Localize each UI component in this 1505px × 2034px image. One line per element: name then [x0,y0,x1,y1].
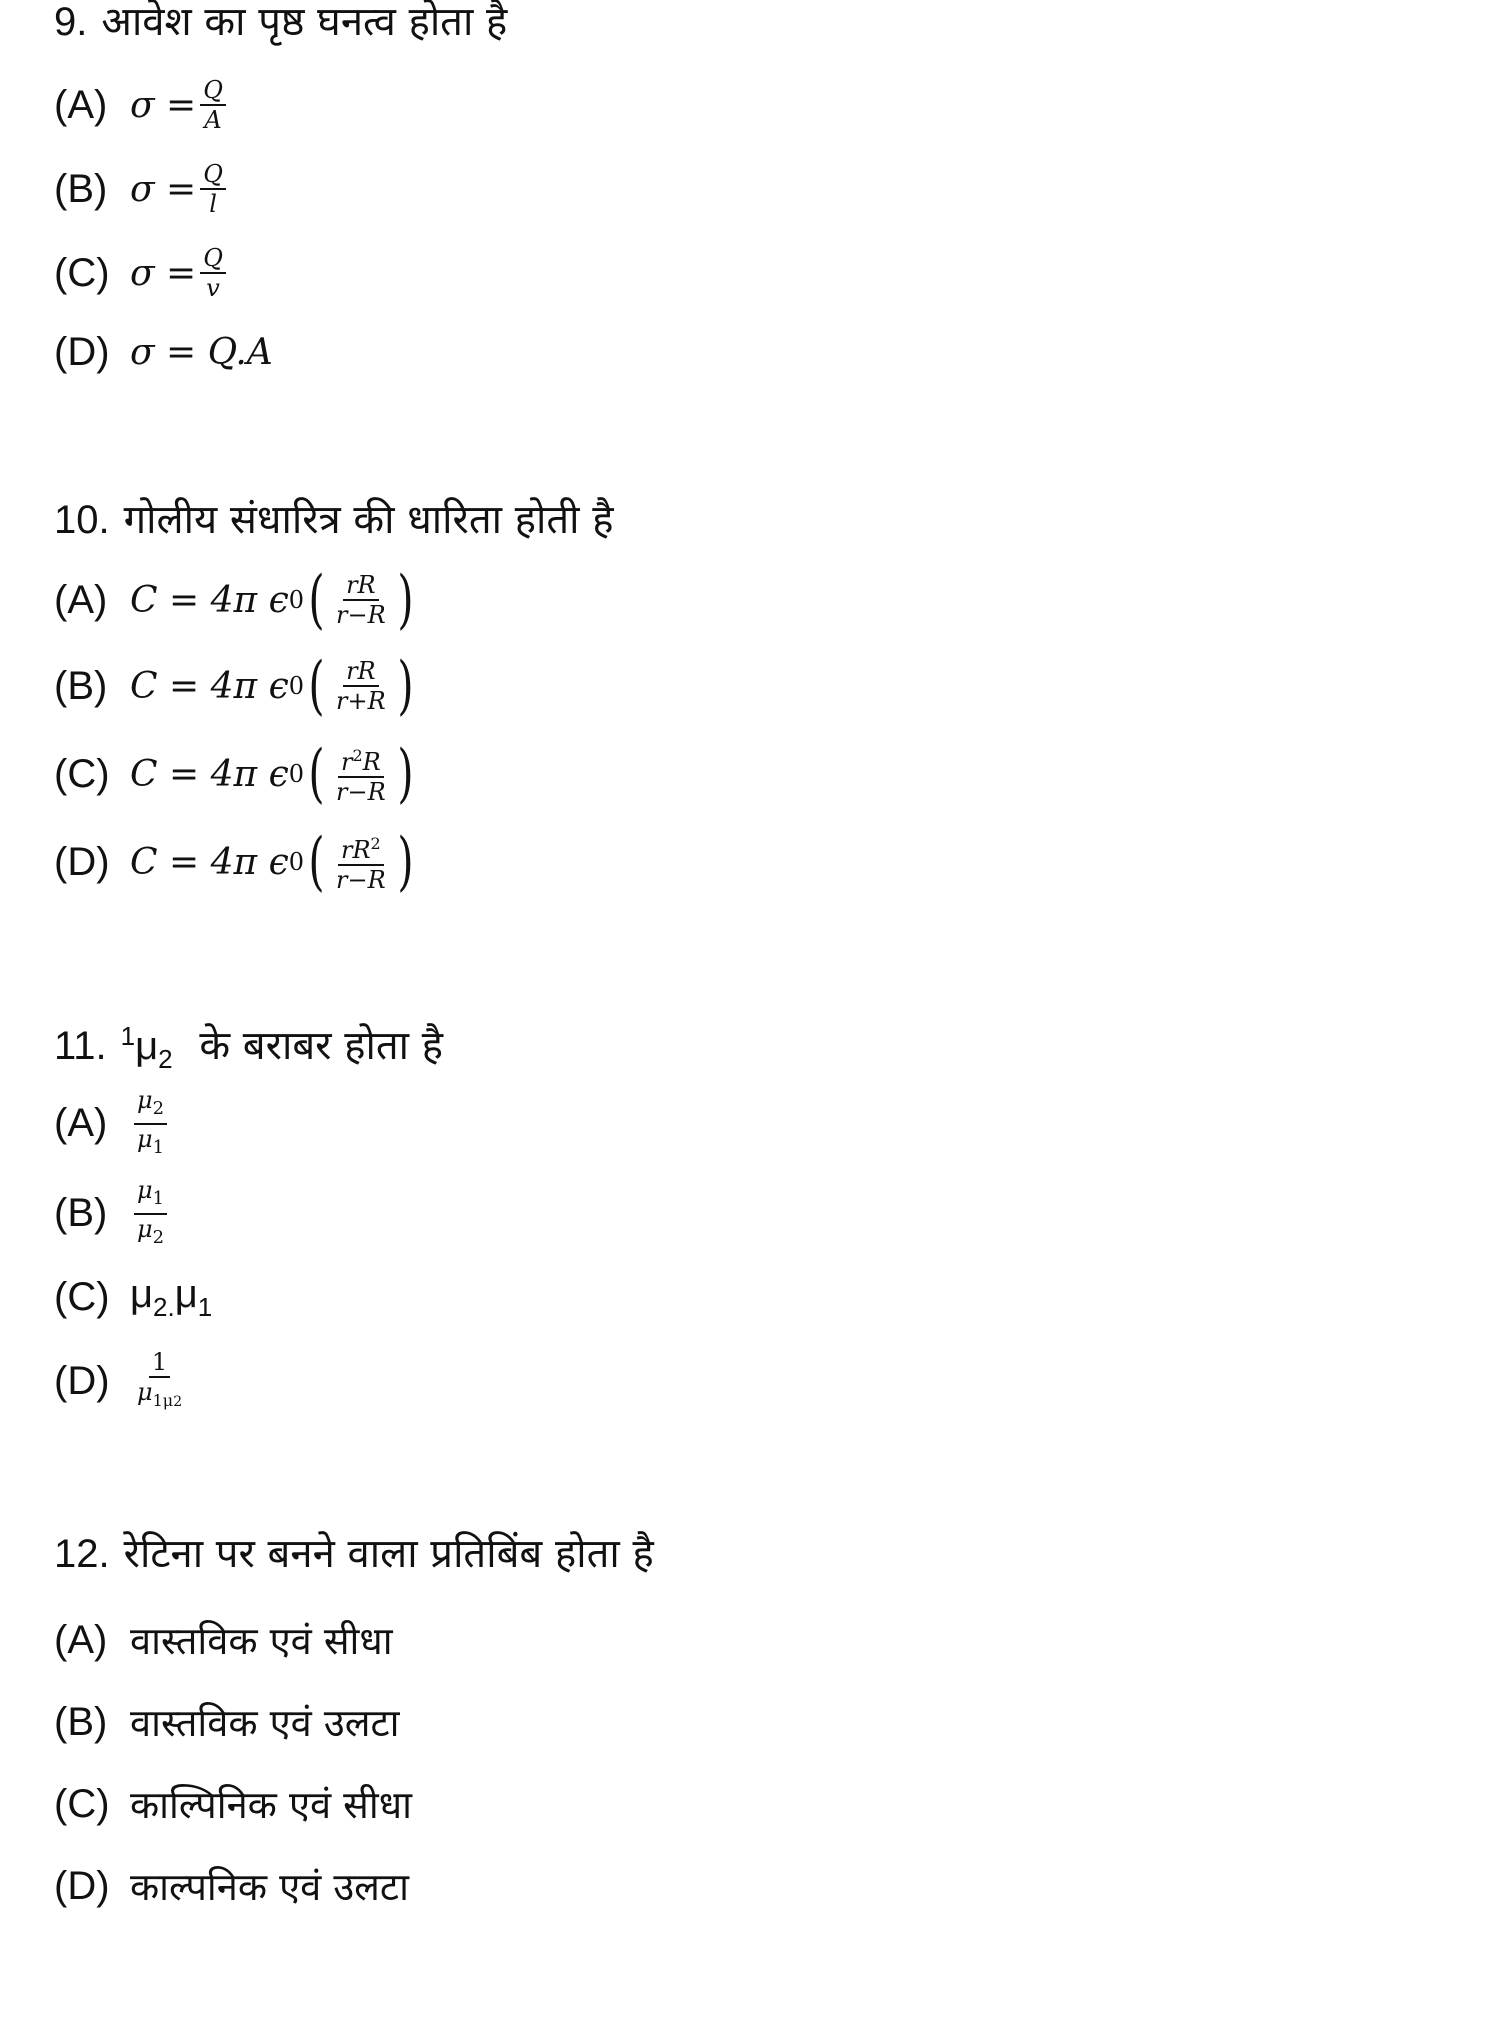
fraction [200,76,226,134]
left-paren: ( [308,649,325,723]
option-c[interactable] [54,737,418,811]
option-label: (D) [54,1359,110,1404]
formula-lhs: C = 4π ϵ [130,753,289,795]
option-label: (A) [54,1101,108,1146]
option-label: (D) [54,1863,110,1908]
option-formula [130,244,230,302]
mu-symbol: μ [162,1390,174,1410]
fraction-numerator: Q [200,76,226,106]
question-number: 12. [54,1532,110,1576]
formula-lhs: C = 4π ϵ [130,841,289,883]
option-formula [130,160,230,218]
fraction-denominator: A [204,106,222,134]
formula-subscript: 0 [288,672,305,700]
formula-lhs: σ = [130,252,197,294]
option-formula [130,737,418,811]
option-formula [130,1086,171,1162]
option-label: (B) [54,663,108,708]
fraction-denominator: r−R [336,778,386,806]
fraction [333,742,389,806]
fraction-denominator: r−R [336,601,386,629]
formula-lhs: σ = [130,168,197,210]
option-formula [130,1272,212,1323]
option-label: (A) [54,1617,108,1662]
question-text: आवेश का पृष्ठ घनत्व होता है [101,0,508,45]
option-d[interactable] [54,1860,409,1912]
fraction [333,830,389,894]
mu-subscript: 2 [152,1226,165,1248]
question-number: 9. [54,0,88,44]
fraction-denominator [134,1125,167,1162]
option-formula [130,563,418,637]
question-10 [54,497,1354,899]
stem-superscript: 1 [120,1021,136,1051]
fraction [134,1086,167,1162]
fraction-numerator: Q [200,160,226,190]
mu-subscript: 1 [197,1292,213,1322]
option-a[interactable] [54,1614,393,1666]
right-paren: ) [397,825,414,899]
option-formula [130,825,418,899]
formula-lhs: C = 4π ϵ [130,665,289,707]
formula-lhs: C = 4π ϵ [130,579,289,621]
option-label: (B) [54,166,108,211]
fraction [333,657,389,715]
question-9 [54,0,1354,374]
right-paren: ) [397,737,414,811]
fraction-denominator: l [209,190,217,218]
option-text: वास्तविक एवं सीधा [130,1619,393,1663]
fraction [333,571,389,629]
question-11 [54,1014,1354,1410]
fraction-denominator [134,1215,167,1252]
numerator-tail: R [362,748,381,776]
option-d[interactable] [54,1348,189,1416]
left-paren: ( [308,563,325,637]
question-stem [54,498,1354,542]
formula-subscript: 0 [288,760,305,788]
question-stem [54,0,1354,44]
option-formula [130,1348,189,1416]
mu-symbol: μ [135,1024,159,1069]
question-number: 11. [54,1024,107,1069]
option-text: काल्पनिक एवं उलटा [130,1865,409,1909]
option-text: काल्पिनिक एवं सीधा [130,1783,412,1827]
mu-subscript: 2 [158,1044,173,1075]
mu-symbol: μ [137,1378,153,1406]
fraction [200,244,226,302]
option-b[interactable] [54,649,418,723]
formula-subscript: 0 [288,848,305,876]
left-paren: ( [308,825,325,899]
fraction [134,1176,167,1252]
option-formula [130,76,230,134]
option-d[interactable] [54,330,273,375]
question-number: 10. [54,498,110,542]
stem-mu [135,1024,173,1075]
option-formula [130,649,418,723]
fraction-numerator [338,830,384,866]
option-b[interactable] [54,160,230,218]
mu-subscript: 2. [153,1292,175,1322]
fraction-numerator: rR [343,571,379,601]
mu-symbol: μ [130,1272,154,1316]
option-a[interactable] [54,76,230,134]
option-label: (B) [54,1699,108,1744]
fraction-numerator: 1 [149,1348,170,1378]
option-formula [130,1176,171,1252]
question-text: के बराबर होता है [199,1023,443,1070]
numerator-base: rR [340,836,371,864]
option-label: (B) [54,1191,108,1236]
mu-subscript: 2 [152,1097,165,1119]
fraction-numerator [338,742,384,778]
option-c[interactable] [54,1778,412,1830]
fraction-numerator [134,1086,167,1125]
question-12 [54,1531,1354,1909]
fraction-denominator: v [206,274,220,302]
option-a[interactable] [54,563,418,637]
mu-symbol: μ [137,1086,153,1114]
option-label: (A) [54,577,108,622]
formula-subscript: 0 [288,586,305,614]
option-label: (C) [54,751,110,796]
option-a[interactable] [54,1086,171,1162]
question-text: रेटिना पर बनने वाला प्रतिबिंब होता है [123,1531,654,1577]
fraction-numerator: rR [343,657,379,687]
question-stem [54,1532,1354,1576]
option-b[interactable] [54,1176,171,1252]
fraction [134,1348,185,1416]
mu-subscript: 1 [152,1187,165,1209]
formula-lhs: σ = [130,84,197,126]
option-label: (C) [54,1781,110,1826]
fraction-denominator: r+R [336,687,386,715]
fraction [200,160,226,218]
option-label: (C) [54,1275,110,1319]
option-label: (D) [54,330,110,374]
question-text: गोलीय संधारित्र की धारिता होती है [123,497,614,543]
left-paren: ( [308,737,325,811]
mu-subscript: 1 [152,1136,165,1158]
fraction-numerator [134,1176,167,1215]
option-b[interactable] [54,1696,399,1748]
mu-symbol: μ [137,1214,153,1243]
fraction-denominator [134,1378,185,1416]
mu-symbol: μ [137,1176,153,1204]
option-d[interactable] [54,825,418,899]
option-label: (D) [54,839,110,884]
option-text: वास्तविक एवं उलटा [130,1701,400,1745]
mu-subscript: 2 [173,1393,183,1410]
option-c[interactable] [54,1272,212,1323]
mu-symbol: μ [137,1124,153,1153]
mu-symbol: μ [174,1272,198,1316]
right-paren: ) [397,649,414,723]
option-c[interactable] [54,244,230,302]
numerator-base: r [340,748,353,776]
numerator-superscript: 2 [370,834,381,853]
numerator-superscript: 2 [352,746,363,765]
mu-subscript: 1 [152,1390,163,1410]
right-paren: ) [397,563,414,637]
option-label: (A) [54,82,108,127]
fraction-denominator: r−R [336,866,386,894]
question-stem [54,1014,1354,1081]
option-formula: σ = Q.A [130,332,273,373]
option-label: (C) [54,250,110,295]
fraction-numerator: Q [200,244,226,274]
